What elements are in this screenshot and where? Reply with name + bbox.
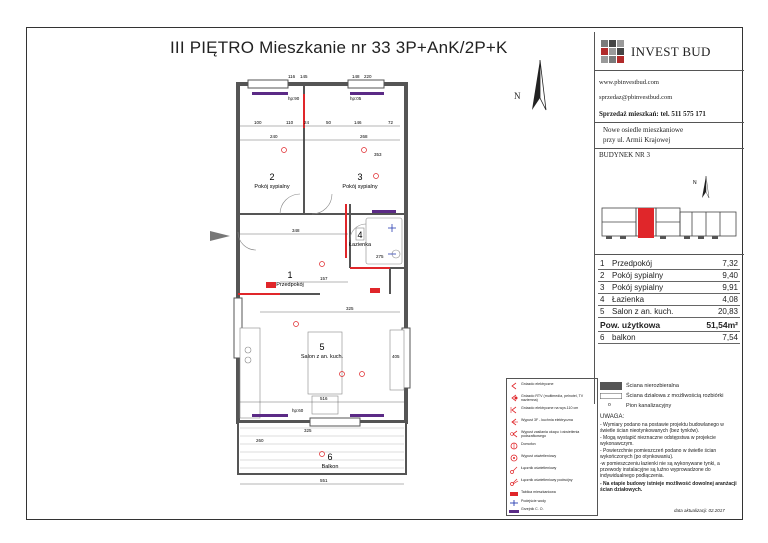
dim-label: 146 <box>354 120 362 125</box>
table-row: 5 Salon z an. kuch. 20,83 <box>600 307 738 316</box>
room-1-name: Przedpokój <box>276 282 304 288</box>
walls-legend <box>598 378 743 520</box>
dim-label: hp:90 <box>288 96 300 101</box>
list-item: Domofon <box>509 440 597 452</box>
bold-note: - Na etapie budowy istnieje możliwość dowolnej aranżacji ścian działowych. <box>600 481 737 493</box>
dim-label: 240 <box>270 134 278 139</box>
estate-line-1: Nowe osiedle mieszkaniowe <box>603 126 684 134</box>
update-date: data aktualizacji: 02.2017 <box>674 508 725 513</box>
partition-wall-icon <box>600 393 622 399</box>
room-1-number: 1 <box>287 270 293 280</box>
room-6-number: 6 <box>327 452 333 462</box>
list-item: Łącznik oświetleniowy podwójny <box>509 476 597 488</box>
shaft-icon: o <box>608 402 611 408</box>
divider <box>595 148 744 149</box>
radiator-icon <box>509 506 519 516</box>
list-item: Gniazdo RTV (multimedia, pelnotel, TV naziemna) <box>509 392 597 404</box>
dim-label: 348 <box>292 228 300 233</box>
dim-label: 100 <box>254 120 262 125</box>
structural-wall-label: Ściana nierozbieralna <box>626 383 679 389</box>
list-item: Gniazdo elektryczne na wys.110 cm <box>509 404 597 416</box>
list-item: Grzejnik C. O. <box>509 505 597 517</box>
list-item: Podejście wody <box>509 497 597 509</box>
north-label: N <box>514 91 521 101</box>
highlighted-apartment <box>638 208 654 238</box>
note-item: - Powierzchnie pomieszczeń podano w świetle ścian wykończonych (po otynkowaniu). <box>600 448 717 460</box>
notes-title: UWAGA: <box>600 414 625 420</box>
building-label: BUDYNEK NR 3 <box>599 151 650 159</box>
email-link[interactable]: sprzedaz@pbinvestbud.com <box>599 94 673 101</box>
note-item: -w pomieszczeniu łazienki nie są wykonywane tynki, a przewody instalacyjne są luźno wyprowadzone do indywidualnego podłączenia. <box>600 461 720 479</box>
entrance-arrow-icon <box>210 231 230 241</box>
dim-label: 405 <box>392 354 400 359</box>
room-6-name: Balkon <box>321 464 339 470</box>
dim-label: 116 <box>288 74 296 79</box>
dim-label: 260 <box>256 438 264 443</box>
keyplan-north-label: N <box>693 180 697 186</box>
room-5-number: 5 <box>319 342 325 352</box>
keyplan-north-icon <box>702 176 706 198</box>
north-arrow-icon <box>510 58 550 118</box>
stove-outlet-icon <box>509 417 519 427</box>
rtv-socket-icon <box>509 393 519 403</box>
table-row: 3 Pokój sypialny 9,91 <box>600 283 738 292</box>
dim-label: 110 <box>286 120 294 125</box>
list-item: Łącznik oświetleniowy <box>509 464 597 476</box>
room-3-number: 3 <box>357 172 363 182</box>
estate-line-2: przy ul. Armii Krajowej <box>603 136 671 144</box>
table-row: 4 Łazienka 4,08 <box>600 295 738 304</box>
note-item: - Mogą wystąpić nieznaczne odstępstwa w projekcie wykonawczym. <box>600 435 716 447</box>
dim-label: 516 <box>320 396 328 401</box>
electrical-legend <box>506 378 598 516</box>
dim-label: hp:60 <box>292 408 304 413</box>
sales-phone: Sprzedaż mieszkań: tel. 511 575 171 <box>599 110 706 118</box>
list-item: Wypust 3F - kuchnia elektryczna <box>509 416 597 428</box>
room-4-name: Łazienka <box>348 242 372 248</box>
logo-grid-icon <box>601 40 625 64</box>
logo <box>595 32 744 71</box>
dim-label: 157 <box>320 276 328 281</box>
dim-label: 325 <box>346 306 354 311</box>
room-2-name: Pokój sypialny <box>254 184 290 190</box>
dim-label: 145 <box>300 74 308 79</box>
rooms-table <box>598 258 740 344</box>
page-title: III PIĘTRO Mieszkanie nr 33 3P+AnK/2P+K <box>170 38 508 57</box>
list-item: Gniazdo elektryczne <box>509 380 597 392</box>
divider <box>595 254 744 255</box>
light-outlet-icon <box>509 453 519 463</box>
dim-label: 50 <box>326 120 332 125</box>
balcony-row: 6 balkon 7,54 <box>600 333 738 342</box>
room-3-name: Pokój sypialny <box>342 184 378 190</box>
socket-110-icon <box>509 405 519 415</box>
company-name: INVEST BUD <box>631 44 711 59</box>
website-link[interactable]: www.pbinvestbud.com <box>599 79 659 86</box>
dim-label: 24 <box>304 120 310 125</box>
dim-label: 220 <box>364 74 372 79</box>
total-row: Pow. użytkowa 51,54m² <box>600 320 738 330</box>
partition-wall-label: Ściana działowa z możliwością rozbiórki <box>626 393 724 399</box>
light-switch-icon <box>509 465 519 475</box>
dim-label: 268 <box>360 134 368 139</box>
dim-label: 325 <box>304 428 312 433</box>
double-switch-icon <box>509 477 519 487</box>
structural-wall-icon <box>600 382 622 390</box>
room-2-number: 2 <box>269 172 275 182</box>
shaft-label: Pion kanalizacyjny <box>626 403 672 409</box>
dim-label: 353 <box>374 152 382 157</box>
socket-icon <box>509 381 519 391</box>
room-5-name: Salon z an. kuch. <box>300 354 344 360</box>
note-item: - Wymiary podano na postawie projektu budowlanego w świetle ścian nieotynkowanych (bez tynków). <box>600 422 724 434</box>
floor-plan <box>200 68 510 493</box>
table-row: 1 Przedpokój 7,32 <box>600 259 738 268</box>
intercom-icon <box>509 441 519 451</box>
dim-label: 275 <box>376 254 384 259</box>
divider <box>595 122 744 123</box>
list-item: Wypust oświetleniowy <box>509 452 597 464</box>
table-row: 2 Pokój sypialny 9,40 <box>600 271 738 280</box>
dim-label: 72 <box>388 120 394 125</box>
key-plan <box>598 172 740 250</box>
dim-label: hp:05 <box>350 96 362 101</box>
room-4-number: 4 <box>357 230 363 240</box>
hood-outlet-icon <box>509 429 519 439</box>
dim-label: 148 <box>352 74 360 79</box>
list-item: Wypust zasilania okapu i oświetlenia podszafkowego <box>509 428 597 440</box>
dim-label: 551 <box>320 478 328 483</box>
list-item: Tablica mieszkaniowa <box>509 488 597 500</box>
